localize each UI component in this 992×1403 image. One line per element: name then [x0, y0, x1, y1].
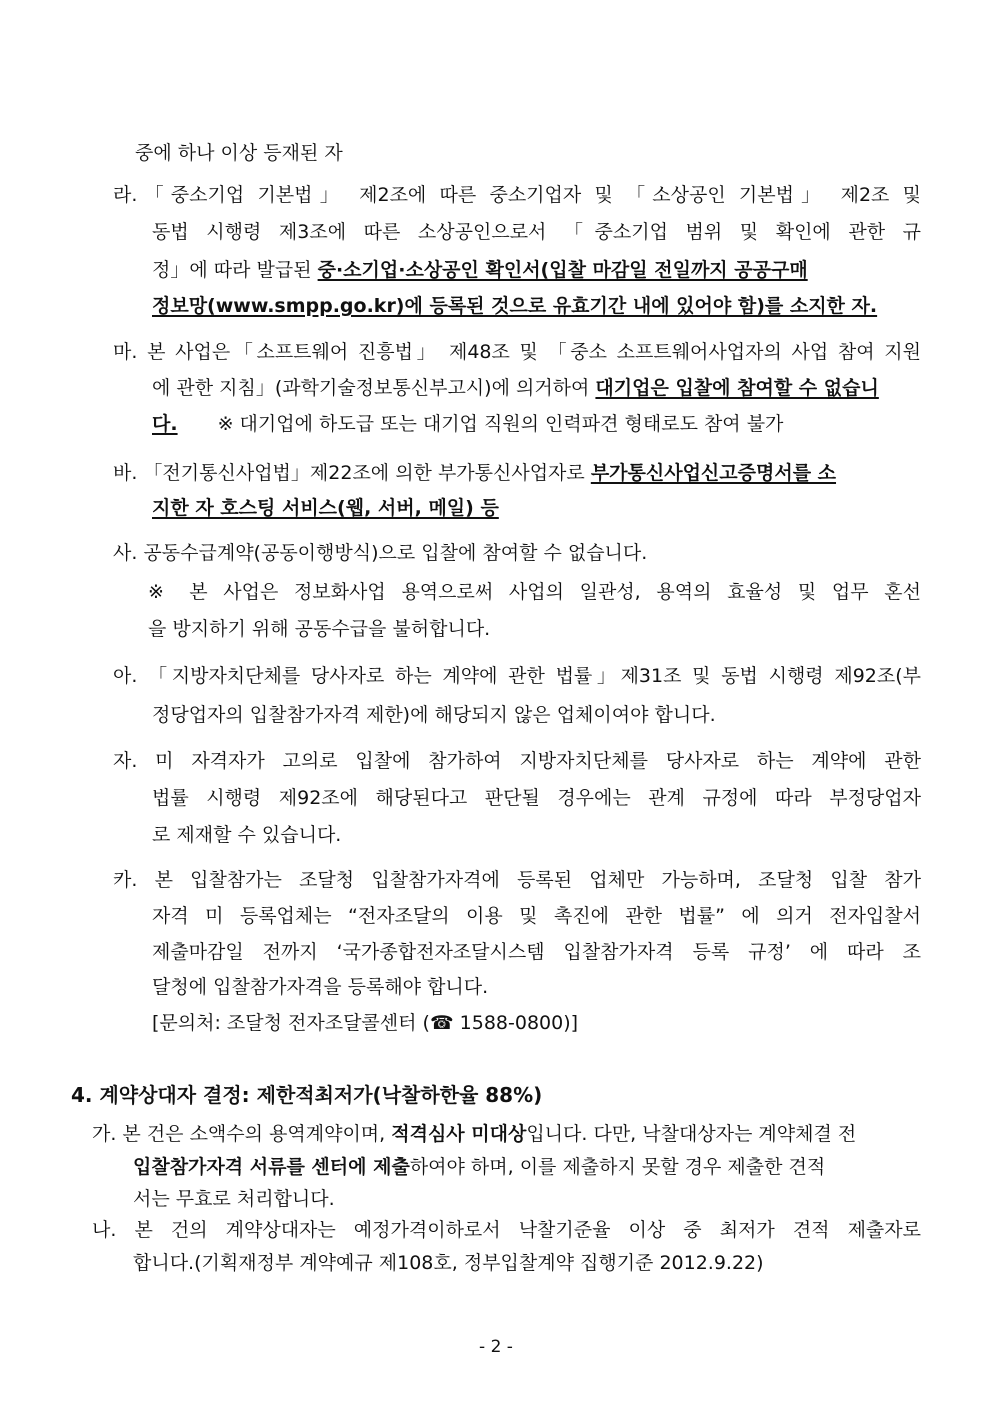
- text-span: 바. 「전기통신사업법」제22조에 의한 부가통신사업자로: [113, 462, 591, 484]
- page-number: - 2 -: [479, 1337, 513, 1357]
- underlined-text: 중·소기업·소상공인 확인서(입찰 마감일 전일까지 공공구매: [317, 259, 808, 281]
- underlined-text: 부가통신사업신고증명서를 소: [590, 462, 837, 484]
- item-ma-line2: [152, 376, 879, 400]
- underlined-text: 다.: [152, 413, 178, 435]
- item-sa-line1: 사. 공동수급계약(공동이행방식)으로 입찰에 참여할 수 없습니다.: [113, 542, 648, 564]
- text-span: 가. 본 건은 소액수의 용역계약이며,: [92, 1123, 392, 1145]
- underlined-text: 대기업은 입찰에 참여할 수 없습니: [595, 377, 879, 399]
- text-span: 입니다. 다만, 낙찰대상자는 계약체결 전: [526, 1123, 857, 1145]
- item-a-line2: 정당업자의 입찰참가자격 제한)에 해당되지 않은 업체이여야 합니다.: [152, 704, 716, 726]
- item-na-line1: 나. 본 건의 계약상대자는 예정가격이하로서 낙찰기준율 이상 중 최저가 견적 제출자로: [92, 1219, 921, 1241]
- item-ra-line3: [152, 258, 921, 282]
- bold-text: 적격심사 미대상: [391, 1123, 527, 1145]
- text-span: 에 관한 지침」(과학기술정보통신부고시)에 의거하여: [152, 377, 596, 399]
- item-ba-line1: [113, 461, 836, 485]
- item-ka-line4: 달청에 입찰참가자격을 등록해야 합니다.: [152, 976, 489, 998]
- item-ra-line4: 정보망(www.smpp.go.kr)에 등록된 것으로 유효기간 내에 있어야 함)를 소지한 자.: [152, 295, 878, 317]
- bold-text: 입찰참가자격 서류를 센터에 제출: [133, 1156, 410, 1178]
- item-ra-line1: 라.「중소기업 기본법」 제2조에 따른 중소기업자 및 「소상공인 기본법」 제2조 및: [113, 184, 921, 206]
- section-heading: 4. 계약상대자 결정: 제한적최저가(낙찰하한율 88%): [71, 1083, 543, 1107]
- item-ja-line2: 법률 시행령 제92조에 해당된다고 판단될 경우에는 관계 규정에 따라 부정당업자: [152, 787, 921, 809]
- item-ma-line1: 마. 본 사업은「소프트웨어 진흥법」 제48조 및 「중소 소프트웨어사업자의 사업 참여 지원: [113, 341, 921, 363]
- text-span: 정」에 따라 발급된: [152, 259, 318, 281]
- contact-line: [문의처: 조달청 전자조달콜센터 (☎ 1588-0800)]: [152, 1012, 579, 1034]
- item-sa-line3: 을 방지하기 위해 공동수급을 불허합니다.: [148, 618, 491, 640]
- item-ma-line3: [152, 412, 783, 436]
- item-ka-line2: 자격 미 등록업체는 “전자조달의 이용 및 촉진에 관한 법률” 에 의거 전자입찰서: [152, 905, 921, 927]
- item-ra-line2: 동법 시행령 제3조에 따른 소상공인으로서 「중소기업 범위 및 확인에 관한 규: [152, 221, 921, 243]
- item-ga-line1: [92, 1122, 921, 1146]
- item-ba-line2: 지한 자 호스팅 서비스(웹, 서버, 메일) 등: [152, 497, 499, 519]
- item-na-line2: 합니다.(기획재정부 계약예규 제108호, 정부입찰계약 집행기준 2012.9.22): [133, 1252, 764, 1274]
- item-ja-line1: 자. 미 자격자가 고의로 입찰에 참가하여 지방자치단체를 당사자로 하는 계약에 관한: [113, 750, 921, 772]
- item-ga-line3: 서는 무효로 처리합니다.: [133, 1188, 335, 1210]
- item-a-line1: 아. 「지방자치단체를 당사자로 하는 계약에 관한 법률」제31조 및 동법 시행령 제92조(부: [113, 665, 921, 687]
- item-ka-line3: 제출마감일 전까지 ‘국가종합전자조달시스템 입찰참가자격 등록 규정’ 에 따라 조: [152, 941, 921, 963]
- item-ja-line3: 로 제재할 수 있습니다.: [152, 824, 342, 846]
- text-span: ※ 대기업에 하도급 또는 대기업 직원의 인력파견 형태로도 참여 불가: [217, 413, 784, 435]
- item-ga-line2: [133, 1155, 825, 1179]
- item-ka-line1: 카. 본 입찰참가는 조달청 입찰참가자격에 등록된 업체만 가능하며, 조달청 입찰 참가: [113, 869, 921, 891]
- item-sa-line2: ※ 본 사업은 정보화사업 용역으로써 사업의 일관성, 용역의 효율성 및 업무 혼선: [148, 581, 921, 603]
- text-line: 중에 하나 이상 등재된 자: [135, 142, 343, 164]
- text-span: 하여야 하며, 이를 제출하지 못할 경우 제출한 견적: [409, 1156, 826, 1178]
